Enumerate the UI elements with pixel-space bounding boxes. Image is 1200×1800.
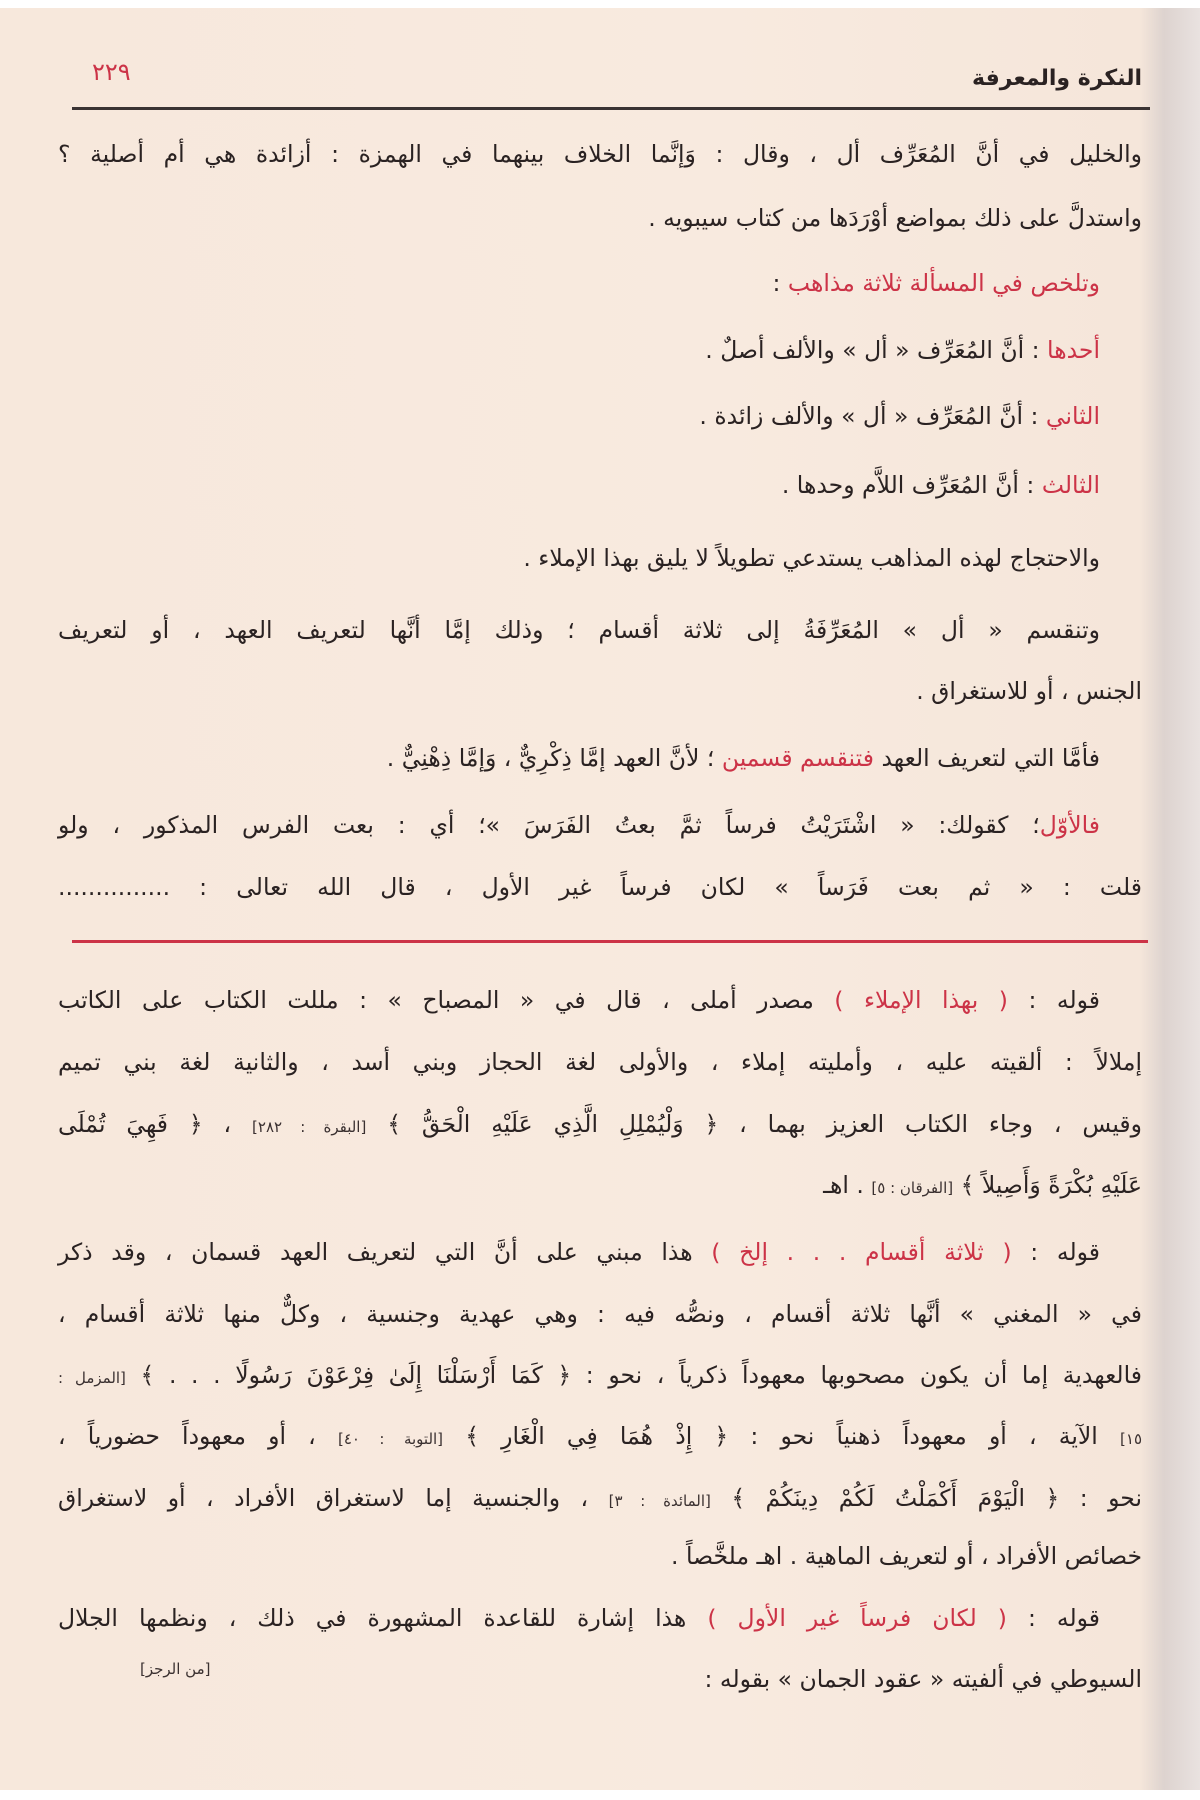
text-run: فأمَّا التي لتعريف العهد (873, 744, 1100, 772)
text-run: إملالاً : ألقيته عليه ، وأمليته إملاء ، والأولى لغة الحجاز وبني أسد ، والثانية لغة بني تميم (58, 1048, 1142, 1076)
text-run: فالعهدية إما أن يكون مصحوبها معهوداً ذكرياً ، نحو : ﴿ كَمَا أَرْسَلْنَا إِلَىٰ فِرْعَوْنَ رَسُولًا . . . ﴾ (125, 1361, 1142, 1389)
text-run: قوله : (1007, 986, 1100, 1014)
highlighted-term: الثالث (1041, 471, 1100, 499)
page-number: ٢٢٩ (92, 58, 131, 86)
footnote-line (58, 1355, 1142, 1398)
text-run: : أنَّ المُعَرِّف « أل » والألف زائدة . (699, 402, 1046, 430)
citation: [الفرقان : ٥] (871, 1179, 954, 1197)
footnote-line (58, 1104, 1142, 1147)
meter-label: [من الرجز] (140, 1660, 211, 1678)
footnote-line (58, 1478, 1142, 1521)
text-run: وقيس ، وجاء الكتاب العزيز بهما ، ﴿ وَلْيُمْلِلِ الَّذِي عَلَيْهِ الْحَقُّ ﴾ (366, 1110, 1143, 1138)
highlighted-term: الثاني (1045, 402, 1100, 430)
highlighted-term: فتنقسم قسمين (721, 744, 874, 772)
citation: [البقرة : ٢٨٢] (252, 1118, 367, 1136)
footnote-line (58, 1416, 1142, 1459)
text-run: خصائص الأفراد ، أو لتعريف الماهية . اهـ ملخَّصاً . (671, 1542, 1142, 1570)
text-run: نحو : ﴿ الْيَوْمَ أَكْمَلْتُ لَكُمْ دِينَكُمْ ﴾ (710, 1484, 1142, 1512)
text-run: . اهـ (823, 1171, 872, 1199)
footnote-line (58, 1536, 1142, 1576)
main-text-line (58, 396, 1100, 436)
citation: [التوبة : ٤٠] (337, 1430, 444, 1448)
main-text-line (58, 867, 1142, 907)
text-run: قوله : (1011, 1238, 1100, 1266)
main-text-line (58, 538, 1100, 578)
text-run: : أنَّ المُعَرِّف اللاَّم وحدها . (781, 471, 1042, 499)
footnote-line (58, 980, 1100, 1020)
footnote-separator-rule (72, 940, 1148, 943)
footnote-line (58, 1165, 1142, 1208)
text-run: وتنقسم « أل » المُعَرِّفَةُ إلى ثلاثة أقسام ؛ وذلك إمَّا أنَّها لتعريف العهد ، أو لتعريف (58, 616, 1100, 644)
text-run: ؛ لأنَّ العهد إمَّا ذِكْرِيٌّ ، وَإمَّا ذِهْنِيٌّ . (386, 744, 722, 772)
main-text-line (58, 198, 1142, 238)
text-run: عَلَيْهِ بُكْرَةً وَأَصِيلاً ﴾ (953, 1171, 1142, 1199)
text-run: في « المغني » أنَّها ثلاثة أقسام ، ونصُّه فيه : وهي عهدية وجنسية ، وكلٌّ منها ثلاثة أقسام ، (58, 1300, 1142, 1328)
text-run: هذا مبني على أنَّ التي لتعريف العهد قسمان ، وقد ذكر (58, 1238, 712, 1266)
book-page (0, 8, 1200, 1790)
highlighted-term: ( بهذا الإملاء ) (834, 986, 1008, 1014)
main-text-line (58, 671, 1142, 711)
main-text-line (58, 805, 1100, 845)
running-header-title: النكرة والمعرفة (972, 66, 1142, 91)
text-run: السيوطي في ألفيته « عقود الجمان » بقوله : (704, 1665, 1142, 1693)
citation: [المائدة : ٣] (608, 1492, 711, 1510)
text-run: مصدر أملى ، قال في « المصباح » : مللت الكتاب على الكاتب (58, 986, 835, 1014)
text-run: ؛ كقولك: « اشْتَرَيْتُ فرساً ثمَّ بعتُ الفَرَسَ »؛ أي : بعت الفرس المذكور ، ولو (58, 811, 1040, 839)
main-text-line (58, 610, 1100, 650)
header-rule (72, 107, 1150, 110)
text-run: ، والجنسية إما لاستغراق الأفراد ، أو لاستغراق (58, 1484, 609, 1512)
footnote-line (58, 1294, 1142, 1334)
text-run: قلت : « ثم بعت فَرَساً » لكان فرساً غير الأول ، قال الله تعالى : ............... (58, 873, 1142, 901)
text-run: والاحتجاج لهذه المذاهب يستدعي تطويلاً لا يليق بهذا الإملاء . (523, 544, 1100, 572)
footnote-line (58, 1232, 1100, 1272)
main-text-line (58, 738, 1100, 778)
highlighted-term: ( ثلاثة أقسام . . . إلخ ) (711, 1238, 1012, 1266)
text-run: ، ﴿ فَهِيَ تُمْلَى (58, 1110, 253, 1138)
main-text-line (58, 330, 1100, 370)
text-run: واستدلَّ على ذلك بمواضع أوْرَدَها من كتاب سيبويه . (648, 204, 1142, 232)
main-text-line (58, 263, 1100, 303)
text-run: : أنَّ المُعَرِّف « أل » والألف أصلٌ . (705, 336, 1048, 364)
citation: ١٥] (1120, 1430, 1143, 1448)
text-run: قوله : (1006, 1604, 1100, 1632)
text-run: الآية ، أو معهوداً ذهنياً نحو : ﴿ إِذْ هُمَا فِي الْغَارِ ﴾ (443, 1422, 1121, 1450)
citation: [المزمل : (58, 1369, 126, 1387)
footnote-line (58, 1042, 1142, 1082)
highlighted-term: أحدها (1047, 336, 1100, 364)
highlighted-term: ( لكان فرساً غير الأول ) (707, 1604, 1007, 1632)
main-text-line (58, 134, 1142, 174)
footnote-line (58, 1659, 1142, 1699)
text-run: ، أو معهوداً حضورياً ، (58, 1422, 338, 1450)
text-run: والخليل في أنَّ المُعَرِّف أل ، وقال : وَإنَّما الخلاف بينهما في الهمزة : أزائدة هي أم أصلية ؟ (58, 140, 1142, 168)
highlighted-term: فالأوّل (1039, 811, 1100, 839)
main-text-line (58, 465, 1100, 505)
footnote-line (58, 1598, 1100, 1638)
text-run: الجنس ، أو للاستغراق . (916, 677, 1142, 705)
text-run: هذا إشارة للقاعدة المشهورة في ذلك ، ونظمها الجلال (58, 1604, 708, 1632)
text-run: : (772, 269, 788, 297)
highlighted-term: وتلخص في المسألة ثلاثة مذاهب (787, 269, 1100, 297)
